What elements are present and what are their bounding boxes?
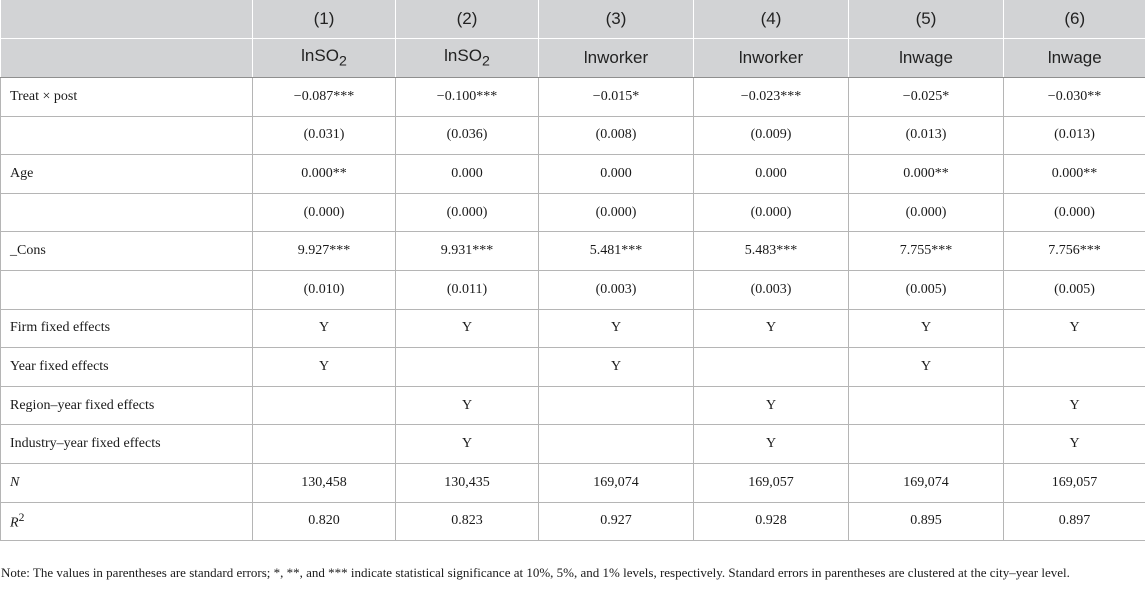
table-row bbox=[1, 502, 1145, 541]
table-cell: −0.025* bbox=[849, 78, 1004, 117]
table-cell: (0.036) bbox=[396, 116, 539, 155]
table-cell: (0.005) bbox=[1004, 270, 1145, 309]
dependent-variable: lnSO$_2$ bbox=[253, 39, 396, 78]
table-cell: (0.003) bbox=[694, 270, 849, 309]
table-cell: −0.087*** bbox=[253, 78, 396, 117]
table-cell: (0.013) bbox=[849, 116, 1004, 155]
table-cell: −0.015* bbox=[539, 78, 694, 117]
dependent-variable-row bbox=[1, 39, 1145, 78]
table-cell: (0.013) bbox=[1004, 116, 1145, 155]
table-cell bbox=[396, 348, 539, 387]
table-cell: 0.895 bbox=[849, 502, 1004, 541]
table-row bbox=[1, 155, 1145, 194]
table-cell bbox=[1004, 348, 1145, 387]
table-cell bbox=[253, 425, 396, 464]
table-cell: Y bbox=[1004, 386, 1145, 425]
table-cell: 0.000** bbox=[253, 155, 396, 194]
table-cell: 169,074 bbox=[849, 463, 1004, 502]
dependent-variable: lnworker bbox=[694, 39, 849, 78]
table-cell: (0.000) bbox=[694, 193, 849, 232]
table-cell: Y bbox=[253, 309, 396, 348]
table-cell: Y bbox=[849, 348, 1004, 387]
dependent-variable: lnSO$_2$ bbox=[396, 39, 539, 78]
column-number: (3) bbox=[539, 0, 694, 39]
table-cell: 0.000 bbox=[539, 155, 694, 194]
table-cell: (0.009) bbox=[694, 116, 849, 155]
table-cell: Y bbox=[1004, 425, 1145, 464]
row-label: Treat × post bbox=[1, 78, 253, 117]
dependent-variable: lnwage bbox=[849, 39, 1004, 78]
column-number: (1) bbox=[253, 0, 396, 39]
table-cell bbox=[849, 425, 1004, 464]
dependent-variable: lnworker bbox=[539, 39, 694, 78]
table-cell: Y bbox=[396, 309, 539, 348]
table-cell: Y bbox=[694, 386, 849, 425]
column-number-row bbox=[1, 0, 1145, 39]
table-cell: 5.483*** bbox=[694, 232, 849, 271]
table-cell: 0.928 bbox=[694, 502, 849, 541]
column-number: (4) bbox=[694, 0, 849, 39]
table-row bbox=[1, 78, 1145, 117]
row-label: Industry–year fixed effects bbox=[1, 425, 253, 464]
table-cell: Y bbox=[396, 425, 539, 464]
table-cell: 0.823 bbox=[396, 502, 539, 541]
row-label: Firm fixed effects bbox=[1, 309, 253, 348]
table-cell: 5.481*** bbox=[539, 232, 694, 271]
table-cell: −0.100*** bbox=[396, 78, 539, 117]
table-cell: (0.000) bbox=[1004, 193, 1145, 232]
row-label: _Cons bbox=[1, 232, 253, 271]
table-cell: (0.003) bbox=[539, 270, 694, 309]
table-cell: (0.010) bbox=[253, 270, 396, 309]
table-cell: (0.005) bbox=[849, 270, 1004, 309]
header-corner bbox=[1, 39, 253, 78]
row-label: Age bbox=[1, 155, 253, 194]
table-cell bbox=[253, 386, 396, 425]
table-cell bbox=[849, 386, 1004, 425]
table-cell: (0.000) bbox=[539, 193, 694, 232]
table-cell bbox=[539, 386, 694, 425]
table-cell: 7.755*** bbox=[849, 232, 1004, 271]
table-cell: 169,057 bbox=[1004, 463, 1145, 502]
table-row bbox=[1, 232, 1145, 271]
table-cell: (0.000) bbox=[253, 193, 396, 232]
row-label: Region–year fixed effects bbox=[1, 386, 253, 425]
table-cell: 9.927*** bbox=[253, 232, 396, 271]
table-cell: −0.030** bbox=[1004, 78, 1145, 117]
table-cell: 0.927 bbox=[539, 502, 694, 541]
table-cell: Y bbox=[396, 386, 539, 425]
table-cell: 0.820 bbox=[253, 502, 396, 541]
table-cell: (0.031) bbox=[253, 116, 396, 155]
table-cell: 9.931*** bbox=[396, 232, 539, 271]
table-cell: 169,057 bbox=[694, 463, 849, 502]
header-corner bbox=[1, 0, 253, 39]
table-row bbox=[1, 270, 1145, 309]
table-row bbox=[1, 309, 1145, 348]
table-row bbox=[1, 386, 1145, 425]
table-cell: Y bbox=[849, 309, 1004, 348]
table-cell: 0.897 bbox=[1004, 502, 1145, 541]
column-number: (2) bbox=[396, 0, 539, 39]
row-label: N bbox=[1, 463, 253, 502]
table-cell: 7.756*** bbox=[1004, 232, 1145, 271]
dependent-variable: lnwage bbox=[1004, 39, 1145, 78]
table-cell: (0.000) bbox=[849, 193, 1004, 232]
table-body bbox=[1, 78, 1145, 541]
table-cell: 130,435 bbox=[396, 463, 539, 502]
table-cell: Y bbox=[1004, 309, 1145, 348]
table-note: Note: The values in parentheses are standard errors; *, **, and *** indicate statistical significance at 10%, 5%, and 1% levels, respectively. Standard errors in parentheses are clustered at the city–year level. bbox=[1, 565, 1070, 580]
table-cell: 130,458 bbox=[253, 463, 396, 502]
table-cell: Y bbox=[539, 309, 694, 348]
table-cell: (0.008) bbox=[539, 116, 694, 155]
table-row bbox=[1, 425, 1145, 464]
table-cell: 0.000** bbox=[1004, 155, 1145, 194]
table-row bbox=[1, 116, 1145, 155]
table-cell: −0.023*** bbox=[694, 78, 849, 117]
row-label: Year fixed effects bbox=[1, 348, 253, 387]
column-number: (5) bbox=[849, 0, 1004, 39]
table-cell: Y bbox=[694, 309, 849, 348]
row-label bbox=[1, 193, 253, 232]
table-cell: (0.000) bbox=[396, 193, 539, 232]
table-cell: Y bbox=[694, 425, 849, 464]
row-label bbox=[1, 270, 253, 309]
table-cell bbox=[694, 348, 849, 387]
table-row bbox=[1, 348, 1145, 387]
row-label: $R^2$ bbox=[1, 502, 253, 541]
table-cell: (0.011) bbox=[396, 270, 539, 309]
table-cell: 169,074 bbox=[539, 463, 694, 502]
table-row bbox=[1, 463, 1145, 502]
table-cell: 0.000** bbox=[849, 155, 1004, 194]
column-number: (6) bbox=[1004, 0, 1145, 39]
table-cell: 0.000 bbox=[396, 155, 539, 194]
table-row bbox=[1, 193, 1145, 232]
table-cell bbox=[539, 425, 694, 464]
table-header bbox=[1, 0, 1145, 78]
table-cell: Y bbox=[253, 348, 396, 387]
row-label bbox=[1, 116, 253, 155]
table-cell: Y bbox=[539, 348, 694, 387]
table-cell: 0.000 bbox=[694, 155, 849, 194]
